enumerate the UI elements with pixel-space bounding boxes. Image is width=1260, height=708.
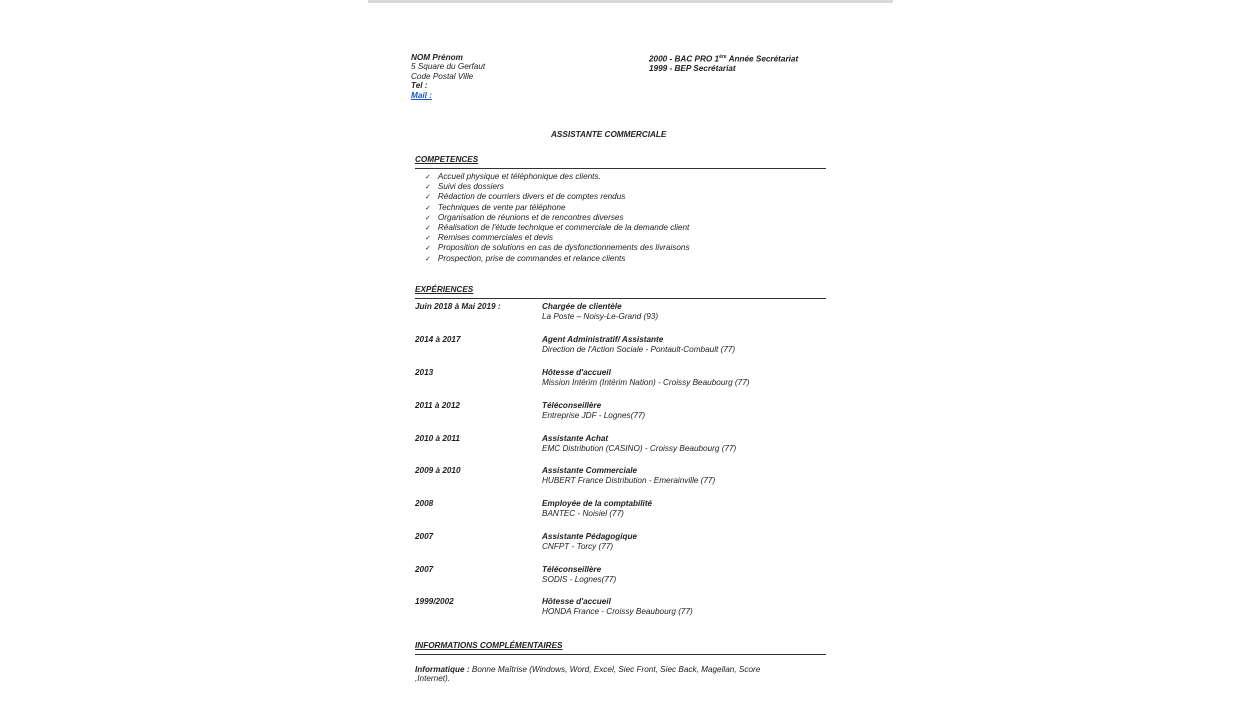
diplomas-block	[649, 53, 798, 74]
identity-block	[411, 53, 485, 100]
section-heading: COMPETENCES	[415, 155, 479, 164]
experience-title: Assistante Pédagogique	[542, 532, 638, 541]
experience-place: Direction de l'Action Sociale - Pontault-Combault (77)	[542, 344, 736, 354]
list-item: ✓ Accueil physique et téléphonique des clients.	[425, 172, 690, 182]
experience-date: 2008	[415, 499, 434, 508]
full-name: NOM Prénom	[411, 53, 463, 62]
mail-link[interactable]: Mail :	[411, 90, 432, 100]
section-heading: EXPÉRIENCES	[415, 285, 474, 294]
list-item: ✓ Organisation de réunions et de rencontres diverses	[425, 213, 690, 223]
experience-date: 1999/2002	[415, 597, 454, 606]
section-heading: INFORMATIONS COMPLÉMENTAIRES	[415, 641, 563, 650]
experience-place: SODIS - Lognes(77)	[542, 574, 617, 584]
list-item: ✓ Rédaction de courriers divers et de comptes rendus	[425, 192, 690, 202]
experience-title: Hôtesse d'accueil	[542, 597, 611, 606]
experience-date: 2013	[415, 368, 434, 377]
experience-place: CNFPT - Torcy (77)	[542, 541, 614, 551]
diploma-bep: 1999 - BEP Secrétariat	[649, 64, 736, 74]
info-label: Informatique :	[415, 665, 470, 674]
section-infos	[415, 635, 826, 655]
experience-place: Entreprise JDF - Lognes(77)	[542, 410, 646, 420]
experience-date: 2007	[415, 532, 434, 541]
cv-page	[368, 3, 893, 708]
experience-title: Agent Administratif/ Assistante	[542, 335, 664, 344]
experience-place: EMC Distribution (CASINO) - Croissy Beaubourg (77)	[542, 443, 737, 453]
list-item: ✓ Prospection, prise de commandes et relance clients	[425, 254, 690, 264]
cv-title: ASSISTANTE COMMERCIALE	[551, 130, 667, 139]
experience-date: 2011 à 2012	[415, 401, 460, 410]
experience-date: 2010 à 2011	[415, 434, 460, 443]
experience-title: Assistante Achat	[542, 434, 609, 443]
experience-date: 2007	[415, 565, 434, 574]
diploma-bac: 2000 - BAC PRO 1ère Année Secrétariat	[649, 54, 799, 64]
list-item: ✓ Techniques de vente par téléphone	[425, 203, 690, 213]
info-paragraph	[415, 665, 835, 684]
experience-place: Mission Intérim (Intérim Nation) - Croissy Beaubourg (77)	[542, 377, 750, 387]
experience-date: 2014 à 2017	[415, 335, 461, 344]
address-line: 5 Square du Gerfaut	[411, 62, 486, 72]
experience-title: Employée de la comptabilité	[542, 499, 653, 508]
city-line: Code Postal Ville	[411, 71, 474, 81]
experience-title: Hôtesse d'accueil	[542, 368, 611, 377]
experience-title: Assistante Commerciale	[542, 466, 638, 475]
experience-place: HUBERT France Distribution - Emerainville (77)	[542, 475, 716, 485]
experience-date: 2009 à 2010	[415, 466, 461, 475]
experience-place: La Poste – Noisy-Le-Grand (93)	[542, 311, 659, 321]
experience-place: BANTEC - Noisiel (77)	[542, 508, 624, 518]
skills-list	[425, 172, 690, 264]
list-item: ✓ Suivi des dossiers	[425, 182, 690, 192]
experience-title: Chargée de clientèle	[542, 302, 622, 311]
experience-date: Juin 2018 à Mai 2019 :	[415, 302, 501, 311]
experience-title: Téléconseillère	[542, 401, 602, 410]
section-competences	[415, 149, 826, 169]
section-experiences	[415, 279, 826, 299]
experience-place: HONDA France - Croissy Beaubourg (77)	[542, 606, 693, 616]
list-item: ✓ Remises commerciales et devis	[425, 233, 690, 243]
info-text: Bonne Maîtrise (Windows, Word, Excel, Siec Front, Siec Back, Magellan, Score	[469, 665, 761, 674]
experience-title: Téléconseillère	[542, 565, 602, 574]
tel-line: Tel :	[411, 81, 428, 91]
list-item: ✓ Réalisation de l'étude technique et commerciale de la demande client	[425, 223, 690, 233]
list-item: ✓ Proposition de solutions en cas de dysfonctionnements des livraisons	[425, 243, 690, 253]
info-text-continued: ,Internet).	[415, 674, 451, 684]
